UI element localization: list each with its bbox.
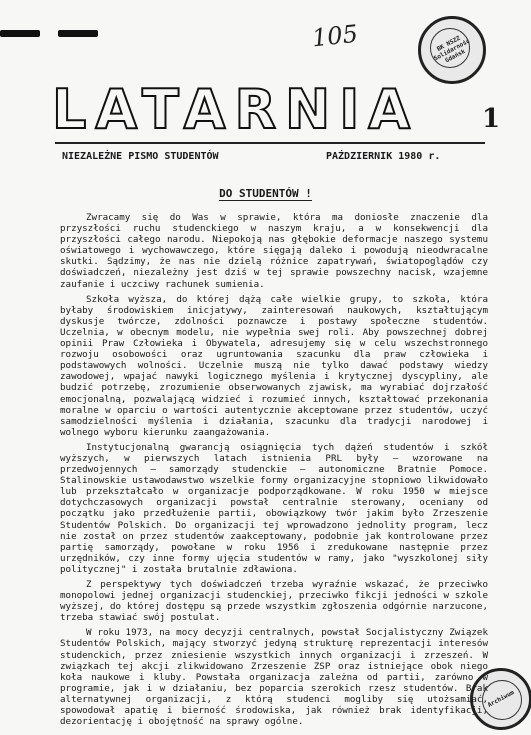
punch-hole-mark bbox=[58, 30, 98, 37]
article-paragraph: Zwracamy się do Was w sprawie, która ma doniosłe znaczenie dla przyszłości ruchu studenckiego w naszym kraju, a w konsekwencji dla przyszłości całego narodu. Niepokoją nas głębokie deformacje naszego systemu oświatowego i wychowawczego, które sięgają daleko i powodują nieodwracalne skutki. Sądzimy, że nas nie dzielą różnice zapatrywań, światopoglądów czy doświadczeń, niezależny jest dziś w tej sprawie powszechny nacisk, wzajemne zaufanie i uczciwy rachunek sumienia. bbox=[60, 212, 488, 290]
masthead-rule bbox=[55, 142, 485, 144]
issue-date: PAŹDZIERNIK 1980 r. bbox=[326, 151, 441, 162]
masthead-subtitle: NIEZALEŻNE PISMO STUDENTÓW bbox=[62, 151, 219, 162]
article-heading bbox=[0, 187, 531, 200]
article-body bbox=[60, 212, 488, 731]
article-paragraph: Szkoła wyższa, do której dążą całe wielkie grupy, to szkoła, która byłaby środowiskiem inicjatywy, zainteresowań naukowych, kształtującym dyskusje twórcze, zdolności poznawcze i postawy społeczne studentów. Uczelnia, w obecnym modelu, nie wypełnia swej roli. Aby powszechnej dobrej opinii Praw Człowieka i Obywatela, adresujemy się w celu wszechstronnego rozwoju osobowości oraz ugruntowania szacunku dla praw człowieka i podstawowych wolności. Uczelnie muszą nie tylko dawać podstawy wiedzy zawodowej, wpajać nawyki logicznego myślenia i krytycznej dyscypliny, ale budzić potrzebę, zrozumienie obserwowanych zjawisk, ma wyrabiać dojrzałość emocjonalną, pozwalającą widzieć i rozumieć innych, kształtować przekonania moralne w oparciu o wartości autentycznie akceptowane przez studentów, uczyć samodzielności myślenia i działania, szacunku dla tradycji narodowej i wolnego wyboru kierunku zaangażowania. bbox=[60, 293, 488, 438]
article-paragraph: Instytucjonalną gwarancją osiągnięcia tych dążeń studentów i szkół wyższych, w pierwszych latach istnienia PRL były – wzorowane na przedwojennych – samorządy studenckie – autonomiczne Bratnie Pomoce. Stalinowskie ustawodawstwo wszelkie formy organizacyjne stopniowo likwidowało lub przekształcało w organizacje podporządkowane. W roku 1950 w miejsce dotychczasowych organizacji powstał centralnie sterowany, oceniany od początku jako przedłużenie partii, obowiązkowy twór jakim było Zrzeszenie Studentów Polskich. Do organizacji tej wprowadzono jednolity program, lecz nie został on przez studentów zaakceptowany, podobnie jak kontrolowane przez partię samorządy, powołane w roku 1956 i zredukowane następnie przez urzędników, czy inne formy ujęcia studentów w ramy, jako "wyszkolonej siły politycznej" i została brutalnie zdławiona. bbox=[60, 441, 488, 575]
archive-stamp-top bbox=[418, 16, 486, 84]
issue-number: 1 bbox=[482, 104, 501, 134]
article-heading-text: DO STUDENTÓW ! bbox=[219, 187, 312, 200]
handwritten-page-number: 105 bbox=[310, 19, 360, 53]
stamp-text-top: BK NSZZ Solidarność Gdańsk bbox=[432, 34, 472, 65]
article-paragraph: Z perspektywy tych doświadczeń trzeba wyraźnie wskazać, że przeciwko monopolowi jednej organizacji studenckiej, przeciwko fikcji jedności w szkole wyższej, do której dostępu są przede wszystkim zgłoszenia odgórnie narzucone, trzeba stawiać swój postulat. bbox=[60, 579, 488, 624]
punch-hole-mark bbox=[0, 30, 40, 37]
masthead-title: LATARNIA bbox=[52, 78, 420, 141]
stamp-text-bottom: Archiwum bbox=[486, 689, 516, 709]
article-paragraph: W roku 1973, na mocy decyzji centralnych, powstał Socjalistyczny Związek Studentów Polskich, mający stworzyć jedyną strukturę reprezentacji interesów studenckich, przez zniesienie wszystkich innych organizacji i zrzeszeń. W związkach tej akcji zlikwidowano Zrzeszenie ZSP oraz istniejące obok niego koła naukowe i kluby. Powstała organizacja zależna od partii, zarówno w programie, jak i w działaniu, bez poparcia szerokich rzesz studentów. Brak alternatywnej organizacji, z którą studenci mogliby się utożsamiać, spowodował apatię i bierność środowiska, jak również brak identyfikacji, dezorientację i obojętność na sprawy ogólne. bbox=[60, 627, 488, 728]
